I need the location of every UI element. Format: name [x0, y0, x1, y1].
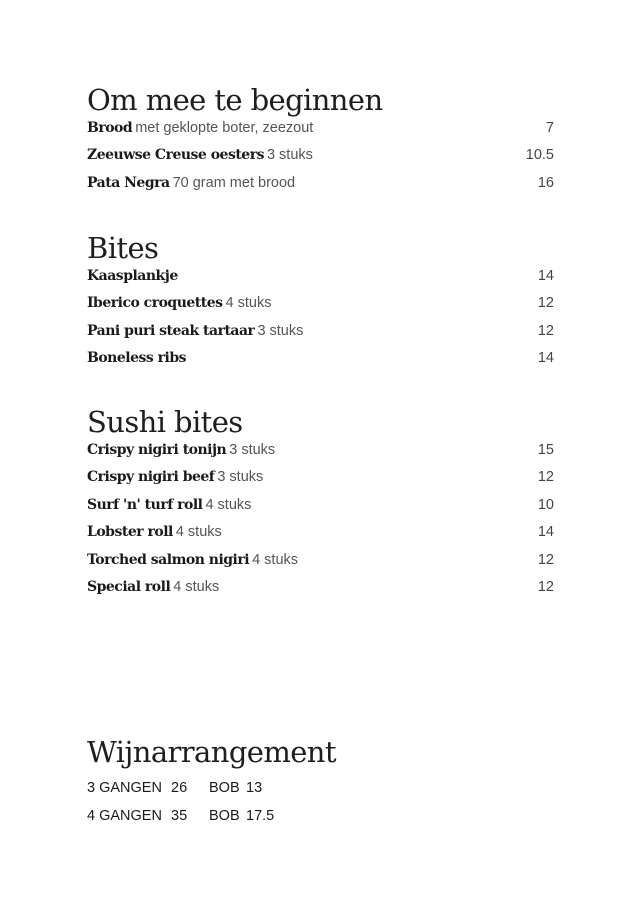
- menu-item: [87, 550, 554, 577]
- item-desc: 4 stuks: [205, 496, 252, 513]
- menu-item: [87, 145, 554, 172]
- item-desc: 3 stuks: [257, 322, 304, 339]
- wine-course-label: 3 GANGEN: [87, 780, 162, 796]
- item-name: Zeeuwse Creuse oesters: [87, 147, 264, 164]
- item-price: 12: [537, 551, 554, 568]
- item-name: Pani puri steak tartaar: [87, 322, 255, 339]
- menu-item: [87, 467, 554, 494]
- menu-item: [87, 173, 554, 200]
- item-price: 10: [537, 496, 554, 513]
- bob-price: 13: [246, 780, 263, 796]
- item-name: Crispy nigiri tonijn: [87, 442, 227, 458]
- item-price: 12: [537, 578, 554, 595]
- bob-label: BOB: [209, 808, 240, 824]
- item-desc: 4 stuks: [252, 551, 299, 568]
- section-wine-arrangement: [87, 732, 554, 834]
- section-title: Sushi bites: [87, 405, 243, 439]
- bob-price: 17.5: [246, 808, 275, 824]
- item-name: Lobster roll: [87, 524, 173, 541]
- menu-item: [87, 118, 554, 145]
- section-title: Om mee te beginnen: [87, 83, 383, 117]
- wine-price: 26: [171, 780, 188, 796]
- item-name: Surf 'n' turf roll: [87, 496, 203, 513]
- menu-item: [87, 577, 554, 604]
- item-name: Kaasplankje: [87, 268, 178, 284]
- item-price: 14: [537, 524, 554, 541]
- section-title: Wijnarrangement: [87, 735, 336, 769]
- section-title: Bites: [87, 231, 159, 265]
- section-bites: [87, 228, 554, 376]
- item-desc: 4 stuks: [173, 578, 220, 595]
- section-sushi-bites: [87, 402, 554, 604]
- menu-item: [87, 293, 554, 320]
- wine-course-label: 4 GANGEN: [87, 808, 162, 824]
- item-desc: 3 stuks: [217, 469, 264, 486]
- item-name: Boneless ribs: [87, 350, 186, 367]
- item-desc: 3 stuks: [266, 147, 313, 164]
- item-name: Crispy nigiri beef: [87, 469, 215, 486]
- wine-row: [87, 806, 554, 834]
- menu-item: [87, 495, 554, 522]
- wine-row: [87, 778, 554, 806]
- menu-item: [87, 440, 554, 467]
- item-price: 10.5: [525, 147, 554, 164]
- item-price: 14: [537, 268, 554, 284]
- item-price: 12: [537, 295, 554, 312]
- item-desc: 4 stuks: [175, 524, 222, 541]
- item-desc: 4 stuks: [225, 295, 272, 312]
- item-name: Special roll: [87, 578, 171, 595]
- item-price: 7: [545, 120, 554, 136]
- item-desc: 3 stuks: [229, 442, 276, 458]
- item-desc: 70 gram met brood: [172, 174, 296, 191]
- bob-label: BOB: [209, 780, 240, 796]
- item-name: Torched salmon nigiri: [87, 551, 250, 568]
- item-name: Iberico croquettes: [87, 295, 223, 312]
- item-desc: met geklopte boter, zeezout: [135, 120, 314, 136]
- wine-price: 35: [171, 808, 188, 824]
- item-price: 14: [537, 350, 554, 367]
- menu-item: [87, 522, 554, 549]
- menu-item: [87, 348, 554, 375]
- item-name: Brood: [87, 120, 133, 136]
- section-starters: [87, 80, 554, 200]
- item-price: 15: [537, 442, 554, 458]
- menu-item: [87, 321, 554, 348]
- item-price: 16: [537, 174, 554, 191]
- menu-item: [87, 266, 554, 293]
- item-price: 12: [537, 322, 554, 339]
- item-name: Pata Negra: [87, 174, 170, 191]
- item-price: 12: [537, 469, 554, 486]
